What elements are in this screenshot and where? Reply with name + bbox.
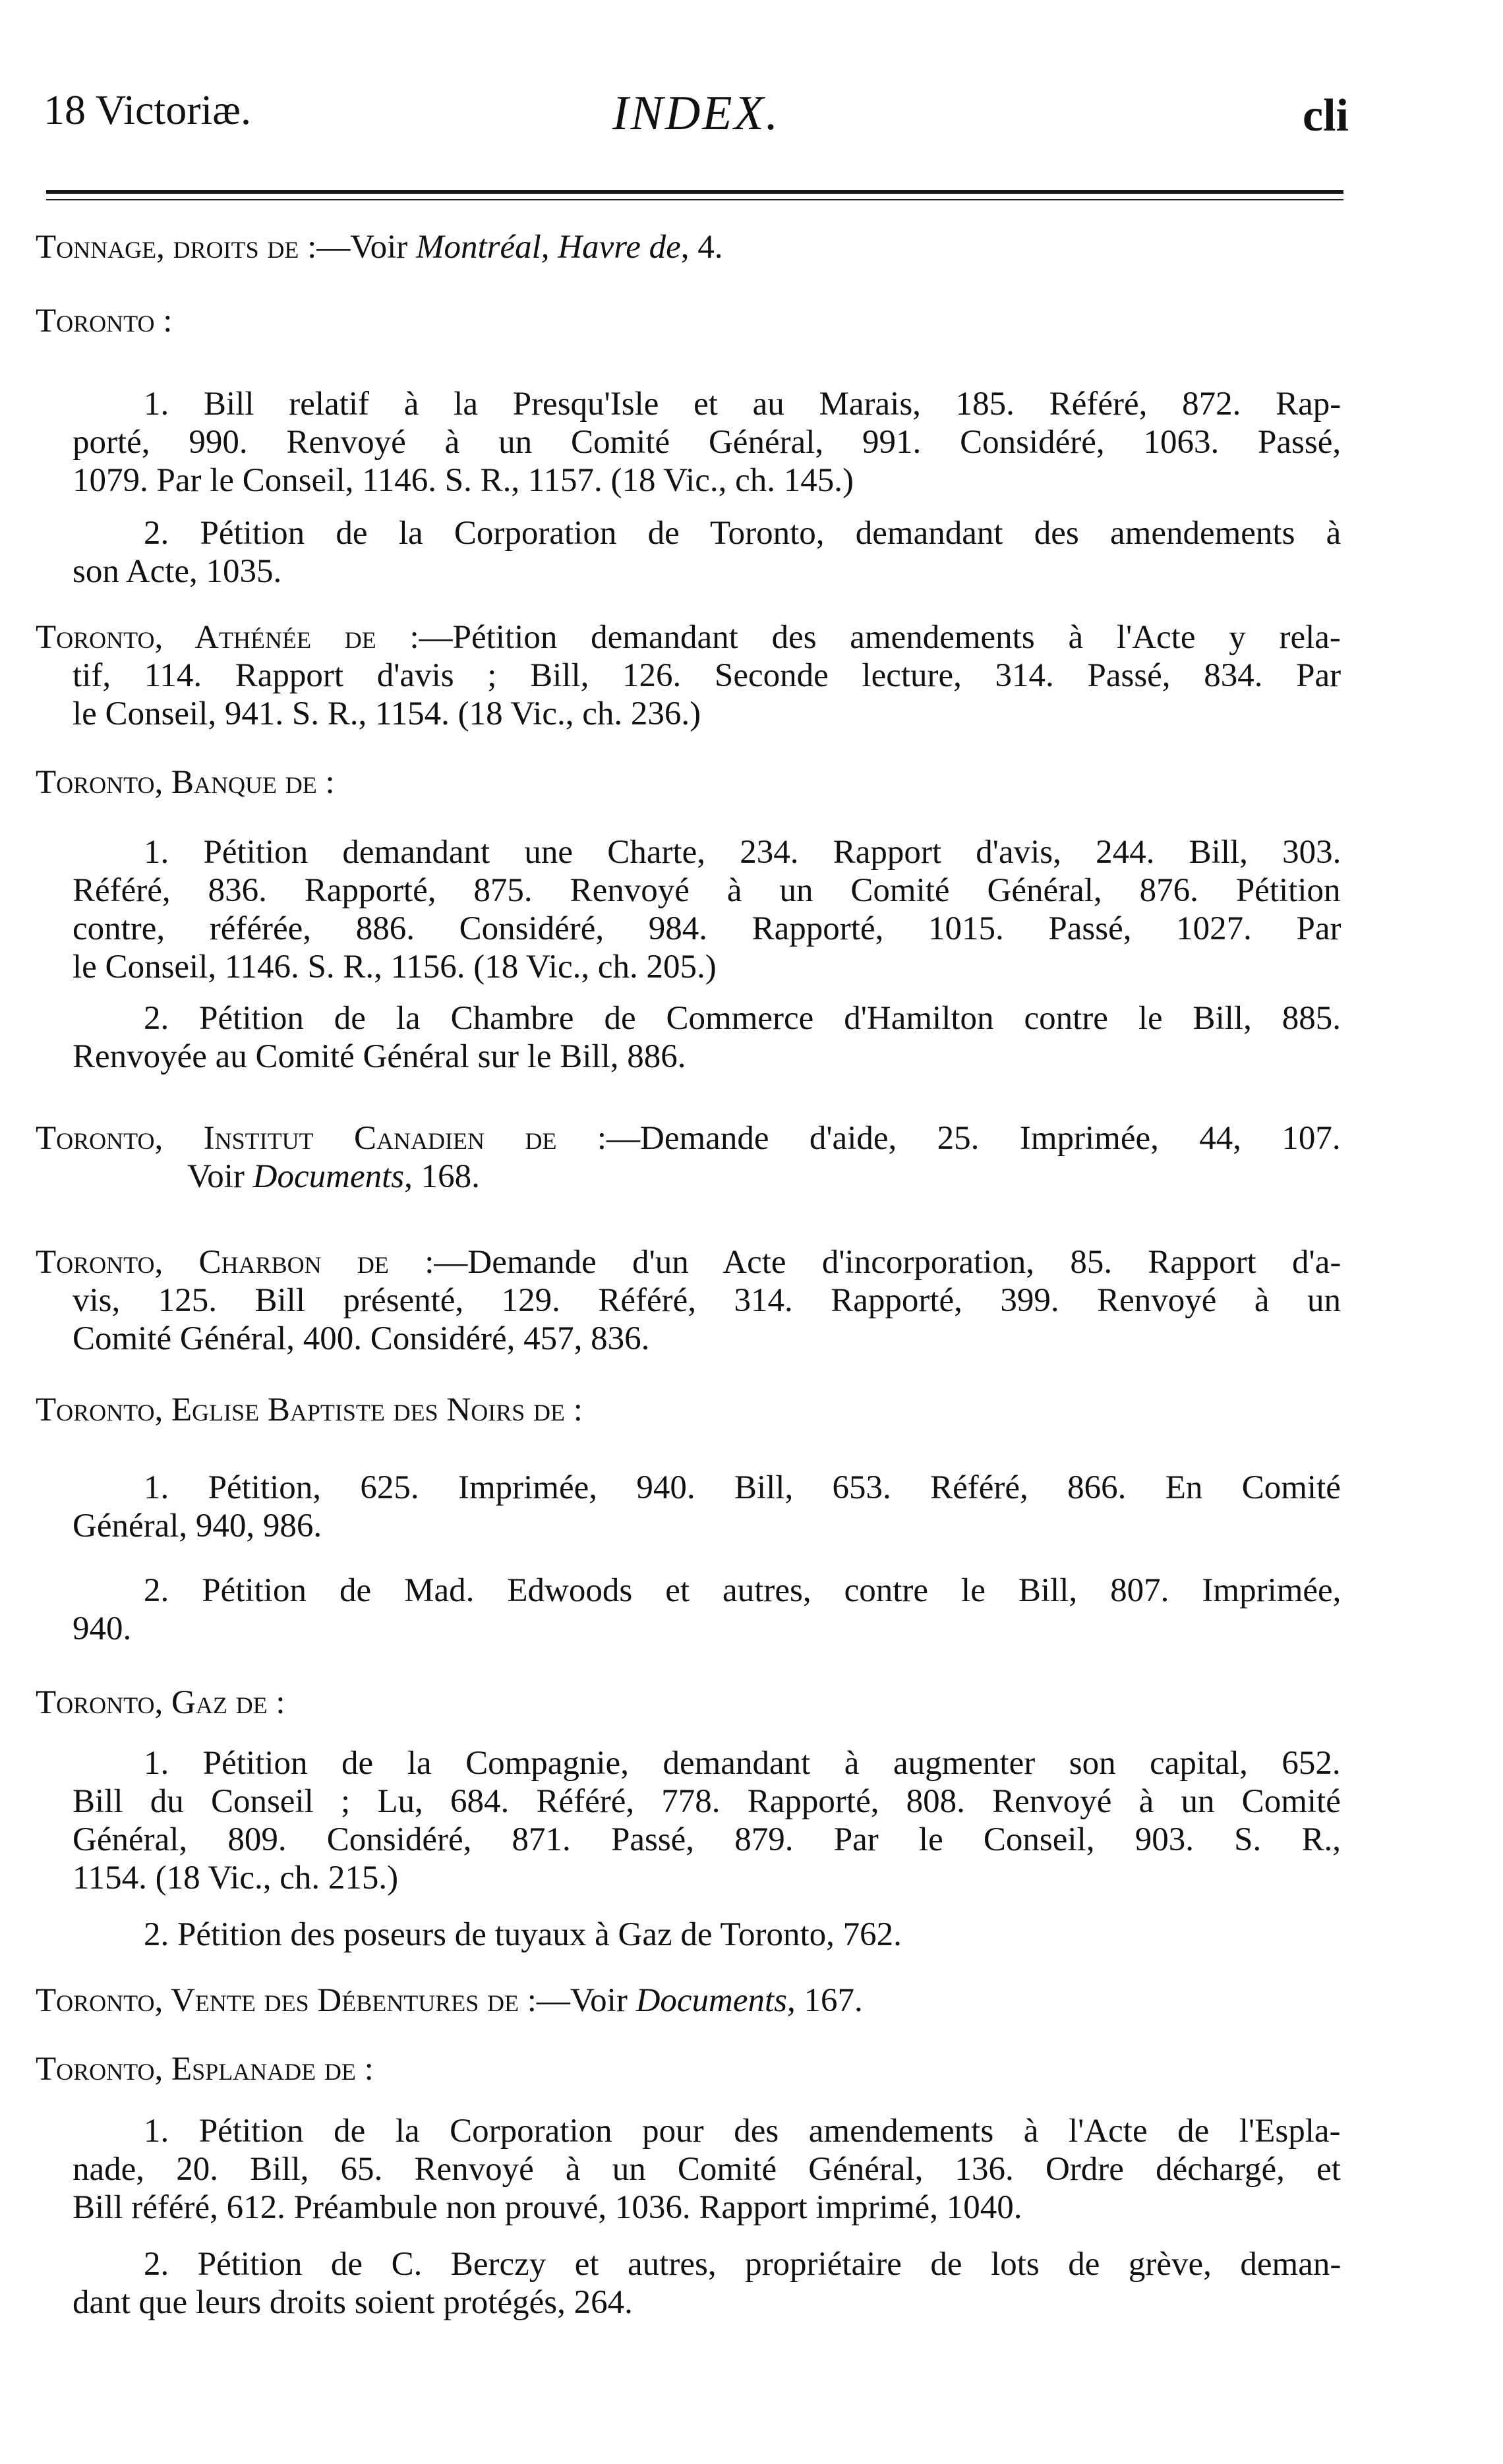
page-header xyxy=(44,86,1349,158)
entry-line: Toronto, Esplanade de : xyxy=(36,2051,374,2088)
entry-line: Comité Général, 400. Considéré, 457, 836. xyxy=(73,1320,650,1357)
entry-line: Toronto : xyxy=(36,303,173,339)
entry-line: 1. Pétition, 625. Imprimée, 940. Bill, 653. Référé, 866. En Comité xyxy=(144,1469,1341,1506)
entry-line: dant que leurs droits soient protégés, 264. xyxy=(73,2284,633,2321)
entry-line: 2. Pétition de Mad. Edwoods et autres, contre le Bill, 807. Imprimée, xyxy=(144,1572,1341,1609)
entry-line: 2. Pétition de la Corporation de Toronto, demandant des amendements à xyxy=(144,515,1341,552)
entry-line: Référé, 836. Rapporté, 875. Renvoyé à un Comité Général, 876. Pétition xyxy=(73,872,1341,909)
entry-line: le Conseil, 1146. S. R., 1156. (18 Vic., ch. 205.) xyxy=(73,949,717,985)
entry-line: Toronto, Eglise Baptiste des Noirs de : xyxy=(36,1392,583,1428)
entry-line: 2. Pétition des poseurs de tuyaux à Gaz de Toronto, 762. xyxy=(144,1916,902,1953)
entry-line: 1154. (18 Vic., ch. 215.) xyxy=(73,1860,399,1896)
entry-line: Bill référé, 612. Préambule non prouvé, 1036. Rapport imprimé, 1040. xyxy=(73,2189,1022,2226)
entry-line: Renvoyée au Comité Général sur le Bill, 886. xyxy=(73,1038,686,1075)
page-number: cli xyxy=(1303,90,1349,141)
entry-line: 2. Pétition de C. Berczy et autres, propriétaire de lots de grève, deman- xyxy=(144,2246,1341,2283)
entry-line: 1. Bill relatif à la Presqu'Isle et au Marais, 185. Référé, 872. Rap- xyxy=(144,386,1341,423)
entry-line: 1. Pétition de la Corporation pour des amendements à l'Acte de l'Espla- xyxy=(144,2113,1341,2150)
entry-line: porté, 990. Renvoyé à un Comité Général, 991. Considéré, 1063. Passé, xyxy=(73,424,1341,461)
entry-line: Toronto, Charbon de :—Demande d'un Acte d'incorporation, 85. Rapport d'a- xyxy=(36,1244,1341,1281)
entry-line: tif, 114. Rapport d'avis ; Bill, 126. Seconde lecture, 314. Passé, 834. Par xyxy=(73,657,1341,694)
entry-line: Bill du Conseil ; Lu, 684. Référé, 778. Rapporté, 808. Renvoyé à un Comité xyxy=(73,1783,1341,1820)
header-rule-thin xyxy=(46,199,1343,200)
entry-line: 940. xyxy=(73,1610,132,1647)
running-head-left: 18 Victoriæ. xyxy=(44,86,251,133)
entry-line: Toronto, Banque de : xyxy=(36,764,335,801)
running-head-title: INDEX. xyxy=(612,86,781,140)
entry-line: contre, référée, 886. Considéré, 984. Rapporté, 1015. Passé, 1027. Par xyxy=(73,910,1341,947)
entry-line: Toronto, Gaz de : xyxy=(36,1684,285,1721)
entry-line: 1. Pétition de la Compagnie, demandant à augmenter son capital, 652. xyxy=(144,1745,1341,1782)
entry-line: Toronto, Athénée de :—Pétition demandant des amendements à l'Acte y rela- xyxy=(36,619,1341,656)
entry-line: vis, 125. Bill présenté, 129. Référé, 314. Rapporté, 399. Renvoyé à un xyxy=(73,1282,1341,1319)
entry-line: son Acte, 1035. xyxy=(73,553,282,590)
entry-line: 1079. Par le Conseil, 1146. S. R., 1157. (18 Vic., ch. 145.) xyxy=(73,462,854,499)
entry-line: Toronto, Vente des Débentures de :—Voir Documents, 167. xyxy=(36,1982,863,2019)
header-rule-thick xyxy=(46,190,1343,194)
entry-line: 1. Pétition demandant une Charte, 234. Rapport d'avis, 244. Bill, 303. xyxy=(144,834,1341,871)
entry-line: nade, 20. Bill, 65. Renvoyé à un Comité Général, 136. Ordre déchargé, et xyxy=(73,2151,1341,2188)
entry-line: Toronto, Institut Canadien de :—Demande d'aide, 25. Imprimée, 44, 107. xyxy=(36,1120,1341,1157)
entry-line: Voir Documents, 168. xyxy=(187,1158,480,1195)
entry-line: Général, 940, 986. xyxy=(73,1508,322,1544)
entry-line: le Conseil, 941. S. R., 1154. (18 Vic., ch. 236.) xyxy=(73,695,701,732)
entry-line: Général, 809. Considéré, 871. Passé, 879. Par le Conseil, 903. S. R., xyxy=(73,1821,1341,1858)
entry-line: 2. Pétition de la Chambre de Commerce d'Hamilton contre le Bill, 885. xyxy=(144,1000,1341,1037)
entry-line: Tonnage, droits de :—Voir Montréal, Havre de, 4. xyxy=(36,229,723,266)
